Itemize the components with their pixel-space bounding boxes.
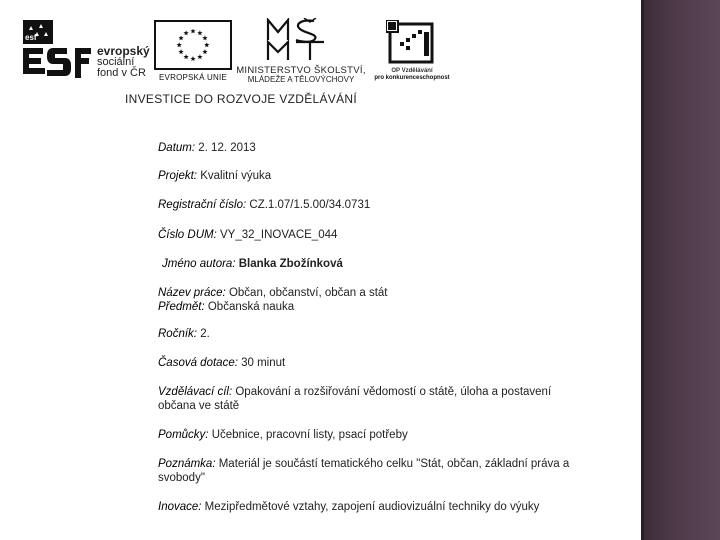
field-label: Datum: xyxy=(158,142,196,154)
msmt-caption-line-2: MLÁDEŽE A TĚLOVÝCHOVY xyxy=(247,75,355,84)
field-value: Učebnice, pracovní listy, psací potřeby xyxy=(208,429,408,441)
field-predmet xyxy=(158,300,578,314)
field-vzdelavaci-cil xyxy=(158,385,578,413)
eu-star-icon xyxy=(177,42,182,47)
op-logo-icon xyxy=(386,20,436,66)
field-value: VY_32_INOVACE_044 xyxy=(216,229,338,241)
esf-caption-line-1: evropský xyxy=(97,44,150,58)
field-value: Občanská nauka xyxy=(204,301,295,313)
field-registracni-cislo xyxy=(158,198,578,212)
field-poznamka xyxy=(158,457,578,485)
field-label: Číslo DUM: xyxy=(158,229,217,241)
eu-star-icon xyxy=(202,49,207,54)
eu-star-icon xyxy=(197,54,202,59)
right-decorative-bar xyxy=(641,0,720,540)
eu-flag-icon xyxy=(154,20,232,70)
field-pomucky xyxy=(158,428,578,442)
msmt-caption xyxy=(236,66,366,84)
field-jmeno-autora xyxy=(162,257,582,271)
eu-star-icon xyxy=(178,35,183,40)
eu-star-icon xyxy=(190,28,195,33)
header-logos xyxy=(0,0,641,112)
eu-star-icon xyxy=(204,42,209,47)
eu-star-icon xyxy=(202,35,207,40)
field-value: Blanka Zbožínková xyxy=(235,258,343,270)
field-value: 2. xyxy=(197,328,210,340)
field-value: Opakování a rozšiřování vědomostí o státě, úloha a postavení občana ve státě xyxy=(158,386,552,412)
eu-star-icon xyxy=(197,30,202,35)
eu-star-icon xyxy=(183,54,188,59)
msmt-logo-icon xyxy=(266,18,326,62)
field-label: Vzdělávací cíl: xyxy=(158,386,233,398)
investice-banner: INVESTICE DO ROZVOJE VZDĚLÁVÁNÍ xyxy=(125,92,358,106)
eu-star-icon xyxy=(190,56,195,61)
field-value: CZ.1.07/1.5.00/34.0731 xyxy=(246,199,371,211)
esf-logo-icon xyxy=(23,20,93,80)
field-label: Ročník: xyxy=(158,328,197,340)
msmt-caption-line-1: MINISTERSTVO ŠKOLSTVÍ, xyxy=(236,65,366,76)
esf-logo-letters: esf xyxy=(25,33,37,42)
field-cislo-dum xyxy=(158,228,578,242)
field-projekt xyxy=(158,169,578,183)
field-label: Název práce: xyxy=(158,287,226,299)
field-datum xyxy=(158,141,578,155)
op-caption xyxy=(366,68,458,82)
eu-star-icon xyxy=(183,30,188,35)
field-label: Předmět: xyxy=(158,301,205,313)
field-label: Registrační číslo: xyxy=(158,199,247,211)
field-value: 30 minut xyxy=(237,357,286,369)
field-value: 2. 12. 2013 xyxy=(195,142,256,154)
field-value: Občan, občanství, občan a stát xyxy=(225,287,388,299)
field-label: Inovace: xyxy=(158,501,202,513)
field-label: Poznámka: xyxy=(158,458,216,470)
field-value: Materiál je součástí tematického celku "Stát, občan, základní práva a svobody" xyxy=(158,458,570,484)
esf-caption-line-2: sociální xyxy=(97,56,135,68)
op-caption-line-1: OP Vzdělávání xyxy=(391,68,433,74)
field-nazev-prace xyxy=(158,286,578,300)
field-value: Kvalitní výuka xyxy=(197,170,272,182)
field-label: Časová dotace: xyxy=(158,357,238,369)
field-label: Projekt: xyxy=(158,170,197,182)
field-label: Pomůcky: xyxy=(158,429,209,441)
esf-caption xyxy=(97,46,150,79)
field-casova-dotace xyxy=(158,356,578,370)
field-inovace xyxy=(158,500,578,514)
eu-star-icon xyxy=(178,49,183,54)
op-caption-line-2: pro konkurenceschopnost xyxy=(374,75,450,81)
esf-caption-line-3: fond v ČR xyxy=(97,67,146,79)
field-label: Jméno autora: xyxy=(162,258,236,270)
eu-caption: EVROPSKÁ UNIE xyxy=(159,73,227,82)
field-value: Mezipředmětové vztahy, zapojení audiovizuální techniky do výuky xyxy=(201,501,540,513)
field-rocnik xyxy=(158,327,578,341)
